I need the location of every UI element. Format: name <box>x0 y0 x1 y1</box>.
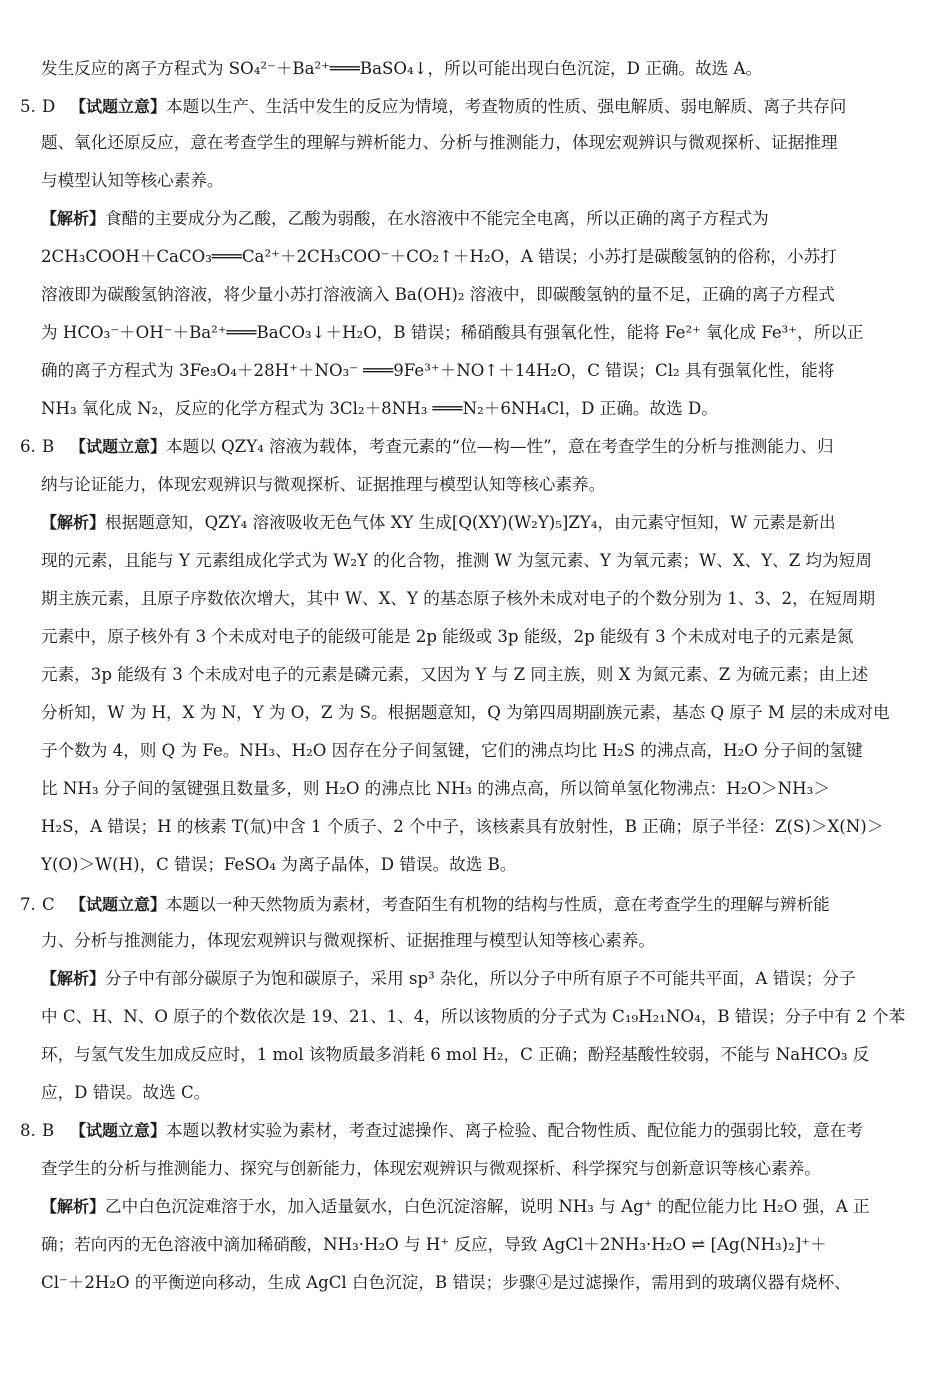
text-line <box>0 282 950 308</box>
line-text: 力、分析与推测能力，体现宏观辨识与微观探析、证据推理与模型认知等核心素养。 <box>41 931 655 950</box>
answer-letter: B <box>42 437 55 456</box>
text-line <box>0 966 950 992</box>
text-line <box>0 548 950 574</box>
text-line <box>0 472 950 498</box>
line-text: 子个数为 4，则 Q 为 Fe。NH₃、H₂O 因存在分子间氢键，它们的沸点均比 H₂S 的沸点高，H₂O 分子间的氢键 <box>41 741 863 760</box>
text-line <box>0 586 950 612</box>
section-tag: 【解析】 <box>41 969 106 988</box>
line-text: 为 HCO₃⁻＋OH⁻＋Ba²⁺═══BaCO₃↓＋H₂O，B 错误；稀硝酸具有强氧化性，能将 Fe²⁺ 氧化成 Fe³⁺，所以正 <box>41 323 864 342</box>
line-text: 发生反应的离子方程式为 SO₄²⁻＋Ba²⁺═══BaSO₄↓，所以可能出现白色沉淀，D 正确。故选 A。 <box>41 59 763 78</box>
section-tag: 【解析】 <box>41 209 106 228</box>
text-line <box>0 700 950 726</box>
question-number: 7. <box>20 895 36 914</box>
line-text: 应，D 错误。故选 C。 <box>41 1083 211 1102</box>
line-text: 溶液即为碳酸氢钠溶液，将少量小苏打溶液滴入 Ba(OH)₂ 溶液中，即碳酸氢钠的量不足，正确的离子方程式 <box>41 285 835 304</box>
line-text: H₂S，A 错误；H 的核素 T(氚)中含 1 个质子、2 个中子，该核素具有放射性，B 正确；原子半径：Z(S)＞X(N)＞ <box>41 817 884 836</box>
text-line <box>0 206 950 232</box>
question-heading-line <box>0 434 950 460</box>
line-text: 题、氧化还原反应，意在考查学生的理解与辨析能力、分析与推测能力，体现宏观辨识与微观探析、证据推理 <box>41 133 838 152</box>
line-text: 比 NH₃ 分子间的氢键强且数量多，则 H₂O 的沸点比 NH₃ 的沸点高，所以简单氢化物沸点：H₂O＞NH₃＞ <box>41 779 830 798</box>
text-line <box>0 776 950 802</box>
text-line <box>0 814 950 840</box>
line-text: 元素中，原子核外有 3 个未成对电子的能级可能是 2p 能级或 3p 能级，2p 能级有 3 个未成对电子的元素是氮 <box>41 627 854 646</box>
question-heading-line <box>0 1118 950 1144</box>
line-text: 2CH₃COOH＋CaCO₃═══Ca²⁺＋2CH₃COO⁻＋CO₂↑＋H₂O，A 错误；小苏打是碳酸氢钠的俗称，小苏打 <box>41 247 837 266</box>
line-text: Y(O)＞W(H)，C 错误；FeSO₄ 为离子晶体，D 错误。故选 B。 <box>41 855 517 874</box>
answer-letter: C <box>42 895 55 914</box>
question-number: 6. <box>20 437 36 456</box>
text-line <box>0 396 950 422</box>
text-line <box>0 510 950 536</box>
line-text: 中 C、H、N、O 原子的个数依次是 19、21、1、4，所以该物质的分子式为 C₁₉H₂₁NO₄，B 错误；分子中有 2 个苯 <box>41 1007 906 1026</box>
line-text: 分子中有部分碳原子为饱和碳原子，采用 sp³ 杂化，所以分子中所有原子不可能共平面，A 错误；分子 <box>105 969 856 988</box>
text-line <box>0 1004 950 1030</box>
question-heading-line <box>0 94 950 120</box>
text-line <box>0 928 950 954</box>
line-text: 本题以生产、生活中发生的反应为情境，考查物质的性质、强电解质、弱电解质、离子共存问 <box>166 97 847 116</box>
question-number: 8. <box>20 1121 36 1140</box>
text-line <box>0 244 950 270</box>
line-text: 查学生的分析与推测能力、探究与创新能力，体现宏观辨识与微观探析、科学探究与创新意识等核心素养。 <box>41 1159 821 1178</box>
section-tag: 【试题立意】 <box>70 97 167 116</box>
line-text: 确；若向丙的无色溶液中滴加稀硝酸，NH₃·H₂O 与 H⁺ 反应，导致 AgCl＋2NH₃·H₂O ⇌ [Ag(NH₃)₂]⁺＋ <box>41 1235 827 1254</box>
section-tag: 【解析】 <box>41 513 106 532</box>
text-line <box>0 1232 950 1258</box>
section-tag: 【试题立意】 <box>70 895 167 914</box>
line-text: 环，与氢气发生加成反应时，1 mol 该物质最多消耗 6 mol H₂，C 正确；酚羟基酸性较弱，不能与 NaHCO₃ 反 <box>41 1045 870 1064</box>
text-line <box>0 168 950 194</box>
answer-letter: D <box>42 97 56 116</box>
section-tag: 【解析】 <box>41 1197 106 1216</box>
text-line <box>0 1080 950 1106</box>
line-text: 期主族元素，且原子序数依次增大，其中 W、X、Y 的基态原子核外未成对电子的个数分别为 1、3、2，在短周期 <box>41 589 876 608</box>
line-text: 分析知，W 为 H，X 为 N，Y 为 O，Z 为 S。根据题意知，Q 为第四周期副族元素，基态 Q 原子 M 层的未成对电 <box>41 703 890 722</box>
line-text: 元素，3p 能级有 3 个未成对电子的元素是磷元素，又因为 Y 与 Z 同主族，则 X 为氮元素、Z 为硫元素；由上述 <box>41 665 869 684</box>
text-line <box>0 358 950 384</box>
text-line <box>0 56 950 82</box>
line-text: 食醋的主要成分为乙酸，乙酸为弱酸，在水溶液中不能完全电离，所以正确的离子方程式为 <box>105 209 769 228</box>
section-tag: 【试题立意】 <box>70 437 167 456</box>
text-line <box>0 624 950 650</box>
line-text: 本题以教材实验为素材，考查过滤操作、离子检验、配合物性质、配位能力的强弱比较，意在考 <box>166 1121 863 1140</box>
line-text: 本题以一种天然物质为素材，考查陌生有机物的结构与性质，意在考查学生的理解与辨析能 <box>166 895 830 914</box>
line-text: 根据题意知，QZY₄ 溶液吸收无色气体 XY 生成[Q(XY)(W₂Y)₅]ZY₄，由元素守恒知，W 元素是新出 <box>105 513 836 532</box>
text-line <box>0 130 950 156</box>
text-line <box>0 1042 950 1068</box>
line-text: 与模型认知等核心素养。 <box>41 171 224 190</box>
line-text: 确的离子方程式为 3Fe₃O₄＋28H⁺＋NO₃⁻ ═══9Fe³⁺＋NO↑＋14H₂O，C 错误；Cl₂ 具有强氧化性，能将 <box>41 361 835 380</box>
question-heading-line <box>0 892 950 918</box>
text-line <box>0 1194 950 1220</box>
line-text: 乙中白色沉淀难溶于水，加入适量氨水，白色沉淀溶解，说明 NH₃ 与 Ag⁺ 的配位能力比 H₂O 强，A 正 <box>105 1197 870 1216</box>
line-text: Cl⁻＋2H₂O 的平衡逆向移动，生成 AgCl 白色沉淀，B 错误；步骤④是过滤操作，需用到的玻璃仪器有烧杯、 <box>41 1273 851 1292</box>
question-number: 5. <box>20 97 36 116</box>
line-text: NH₃ 氧化成 N₂，反应的化学方程式为 3Cl₂＋8NH₃ ═══N₂＋6NH₄Cl，D 正确。故选 D。 <box>41 399 718 418</box>
text-line <box>0 1270 950 1296</box>
line-text: 现的元素，且能与 Y 元素组成化学式为 W₂Y 的化合物，推测 W 为氢元素、Y 为氧元素；W、X、Y、Z 均为短周 <box>41 551 872 570</box>
text-line <box>0 852 950 878</box>
section-tag: 【试题立意】 <box>70 1121 167 1140</box>
text-line <box>0 738 950 764</box>
text-line <box>0 1156 950 1182</box>
answer-letter: B <box>42 1121 55 1140</box>
line-text: 纳与论证能力，体现宏观辨识与微观探析、证据推理与模型认知等核心素养。 <box>41 475 606 494</box>
text-line <box>0 662 950 688</box>
text-line <box>0 320 950 346</box>
line-text: 本题以 QZY₄ 溶液为载体，考查元素的“位—构—性”，意在考查学生的分析与推测能力、归 <box>166 437 834 456</box>
